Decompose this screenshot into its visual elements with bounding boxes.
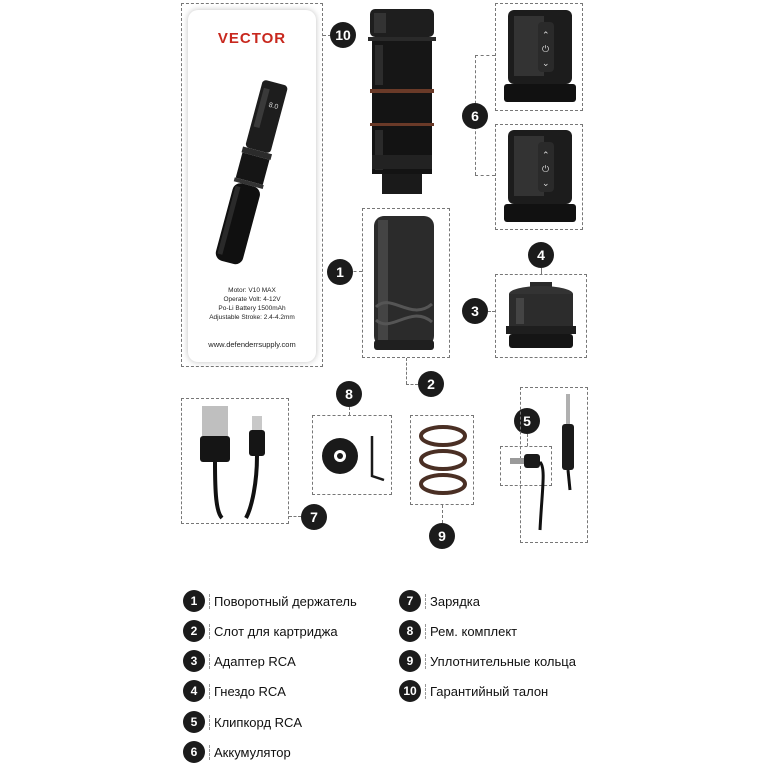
legend-number: 1 [183,590,205,612]
o-rings-image [414,420,472,502]
spec-battery: Po-Li Battery 1500mAh [218,305,286,312]
svg-text:8.0: 8.0 [267,101,279,112]
legend-item-10 [399,680,548,702]
spec-volt: Operate Volt: 4-12V [223,296,281,303]
clipcord-image [504,390,586,540]
legend-label: Зарядка [425,594,480,609]
card-url: www.defenderrsupply.com [208,340,296,349]
badge-1: 1 [327,259,353,285]
grip-image [366,212,446,354]
badge-9: 9 [429,523,455,549]
badge-8: 8 [336,381,362,407]
legend-item-3 [183,650,296,672]
legend-item-2 [183,620,338,642]
legend-number: 10 [399,680,421,702]
legend-item-1 [183,590,357,612]
legend-label: Гарантийный талон [425,684,548,699]
badge-7: 7 [301,504,327,530]
legend-label: Аккумулятор [209,745,291,760]
charger-cable-image [186,402,286,520]
badge-6: 6 [462,103,488,129]
legend-item-6 [183,741,291,763]
svg-text:⌃: ⌃ [542,151,550,161]
rca-adapter-image [500,278,584,354]
legend-number: 7 [399,590,421,612]
badge-3: 3 [462,298,488,324]
warranty-card [188,10,316,362]
svg-text:⌃: ⌃ [542,31,550,41]
legend-number: 5 [183,711,205,733]
legend-item-7 [399,590,480,612]
svg-text:⌄: ⌄ [542,59,550,69]
badge-10: 10 [330,22,356,48]
legend-label: Гнездо RCA [209,684,286,699]
pen-body-image [360,5,444,200]
legend-item-8 [399,620,517,642]
legend-label: Слот для картриджа [209,624,338,639]
spec-stroke: Adjustable Stroke: 2.4-4.2mm [209,314,295,321]
legend-label: Адаптер RCA [209,654,296,669]
legend-label: Поворотный держатель [209,594,357,609]
card-brand: VECTOR [217,30,287,47]
legend-label: Клипкорд RCA [209,715,302,730]
legend-number: 8 [399,620,421,642]
legend-number: 2 [183,620,205,642]
legend-number: 6 [183,741,205,763]
spec-motor: Motor: V10 MAX [228,287,276,294]
battery-unit-bottom [502,128,578,226]
legend-number: 3 [183,650,205,672]
legend-item-5 [183,711,302,733]
legend-label: Уплотнительные кольца [425,654,576,669]
svg-text:⌄: ⌄ [542,179,550,189]
badge-2: 2 [418,371,444,397]
legend-number: 9 [399,650,421,672]
legend-number: 4 [183,680,205,702]
badge-4: 4 [528,242,554,268]
legend-item-4 [183,680,286,702]
legend-item-9 [399,650,576,672]
battery-unit-top [502,8,578,106]
legend-label: Рем. комплект [425,624,517,639]
pen-illustration [208,70,298,280]
badge-5: 5 [514,408,540,434]
svg-text:⏻: ⏻ [542,45,550,55]
svg-text:⏻: ⏻ [542,165,550,175]
repair-kit-image [316,420,390,490]
